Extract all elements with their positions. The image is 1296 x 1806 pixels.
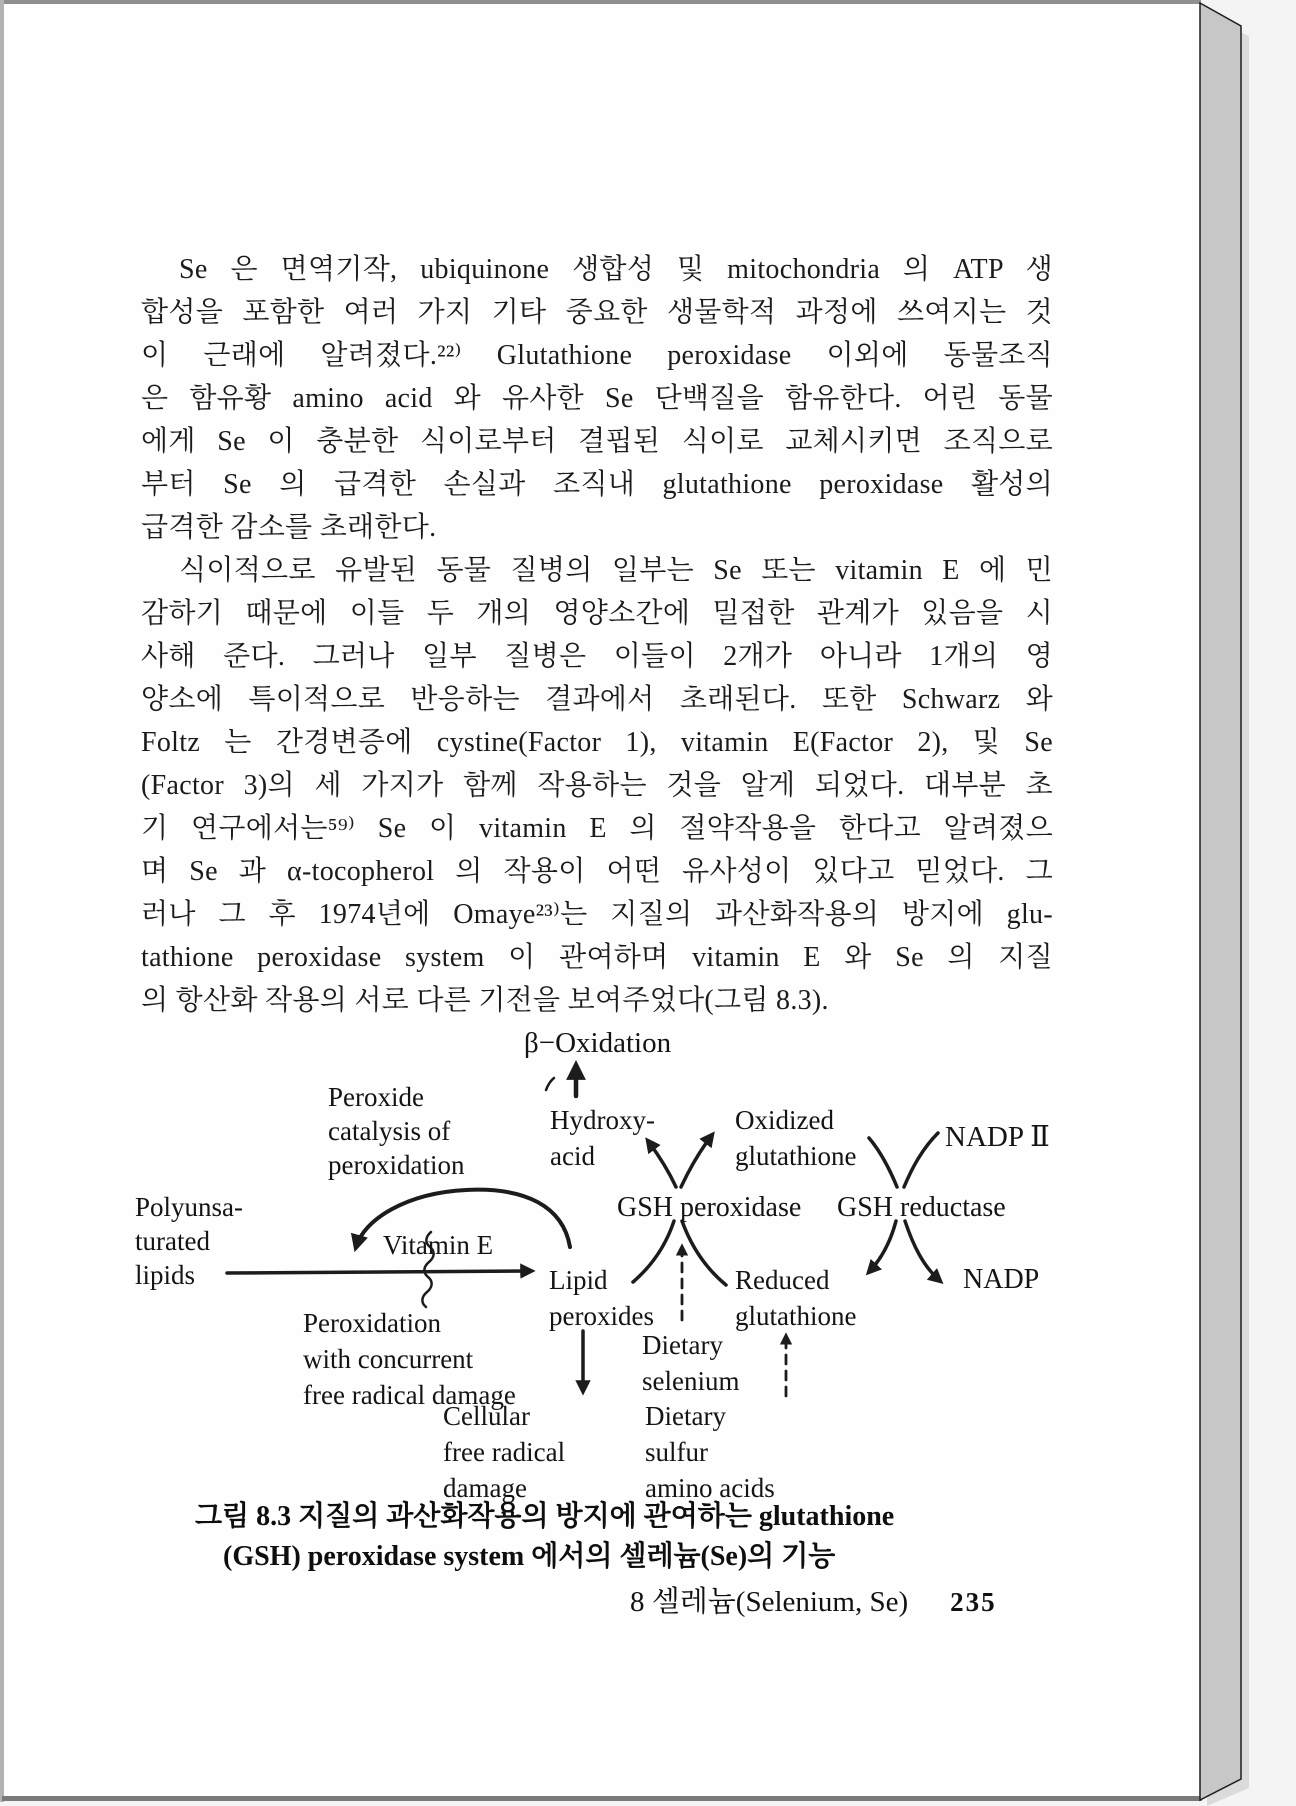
body-line: 기 연구에서는⁵⁹⁾ Se 이 vitamin E 의 절약작용을 한다고 알려졌으 [141,813,1053,844]
figure-label-dietary-selenium: Dietary selenium [642,1330,740,1396]
body-line: 며 Se 과 α-tocopherol 의 작용이 어떤 유사성이 있다고 믿었다. 그 [141,856,1053,887]
footer-chapter-title: 8 셀레늄(Selenium, Se) [630,1586,909,1618]
figure-label-peroxidation-note: Peroxidation with concurrent free radical damage [303,1308,516,1410]
body-line: 급격한 감소를 초래한다. [141,512,437,543]
body-line: 사해 준다. 그러나 일부 질병은 이들이 2개가 아니라 1개의 영 [141,641,1053,672]
body-line: 합성을 포함한 여러 가지 기타 중요한 생물학적 과정에 쓰여지는 것 [141,297,1053,328]
figure-label-peroxide-catalysis: Peroxide catalysis of peroxidation [328,1082,465,1180]
figure-label-hydroxy-acid: Hydroxy- acid [550,1105,655,1171]
figure-label-cellular-damage: Cellular free radical damage [443,1401,566,1503]
body-line: 식이적으로 유발된 동물 질병의 일부는 Se 또는 vitamin E 에 민 [179,555,1053,586]
body-line: tathione peroxidase system 이 관여하며 vitamin E 와 Se 의 지질 [141,942,1053,973]
figure-caption-line1: 그림 8.3 지질의 과산화작용의 방지에 관여하는 glutathione [195,1501,895,1532]
figure-label-dietary-sulfur: Dietary sulfur amino acids [645,1401,775,1503]
figure-label-nadp-h2: NADP Ⅱ [945,1121,1050,1153]
body-line: Se 은 면역기작, ubiquinone 생합성 및 mitochondria 의 ATP 생 [179,254,1053,285]
body-line: Foltz 는 간경변증에 cystine(Factor 1), vitamin E(Factor 2), 및 Se [141,727,1053,758]
body-line: 은 함유황 amino acid 와 유사한 Se 단백질을 함유한다. 어린 동물 [141,383,1053,414]
figure-label-lipid-peroxides: Lipid peroxides [549,1265,654,1331]
figure-label-reduced-glutathione: Reduced glutathione [735,1265,857,1331]
footer-page-number: 235 [950,1587,997,1617]
body-line: 에게 Se 이 충분한 식이로부터 결핍된 식이로 교체시키면 조직으로 [141,426,1053,457]
body-line: 감하기 때문에 이들 두 개의 영양소간에 밀접한 관계가 있음을 시 [141,598,1053,629]
figure-label-oxidized-glutathione: Oxidized glutathione [735,1105,857,1171]
body-line: 이 근래에 알려졌다.²²⁾ Glutathione peroxidase 이외에 동물조직 [141,340,1053,371]
figure-label-vitamin-e: Vitamin E [383,1230,494,1260]
figure-label-nadp: NADP [963,1264,1040,1295]
figure-label-beta-oxidation: β−Oxidation [524,1027,672,1059]
body-line: 러나 그 후 1974년에 Omaye²³⁾는 지질의 과산화작용의 방지에 glu- [141,899,1053,930]
body-line: 부터 Se 의 급격한 손실과 조직내 glutathione peroxidase 활성의 [141,469,1053,500]
body-line: (Factor 3)의 세 가지가 함께 작용하는 것을 알게 되었다. 대부분 초 [141,770,1053,801]
figure-label-polyunsaturated-lipids: Polyunsa- turated lipids [135,1192,243,1290]
figure-label-gsh-peroxidase: GSH peroxidase [617,1192,802,1223]
body-line: 의 항산화 작용의 서로 다른 기전을 보여주었다(그림 8.3). [141,985,829,1016]
figure-label-gsh-reductase: GSH reductase [837,1192,1006,1223]
figure-caption-line2: (GSH) peroxidase system 에서의 셀레늄(Se)의 기능 [223,1541,836,1572]
page-footer [630,1579,997,1620]
body-line: 양소에 특이적으로 반응하는 결과에서 초래된다. 또한 Schwarz 와 [141,684,1053,715]
